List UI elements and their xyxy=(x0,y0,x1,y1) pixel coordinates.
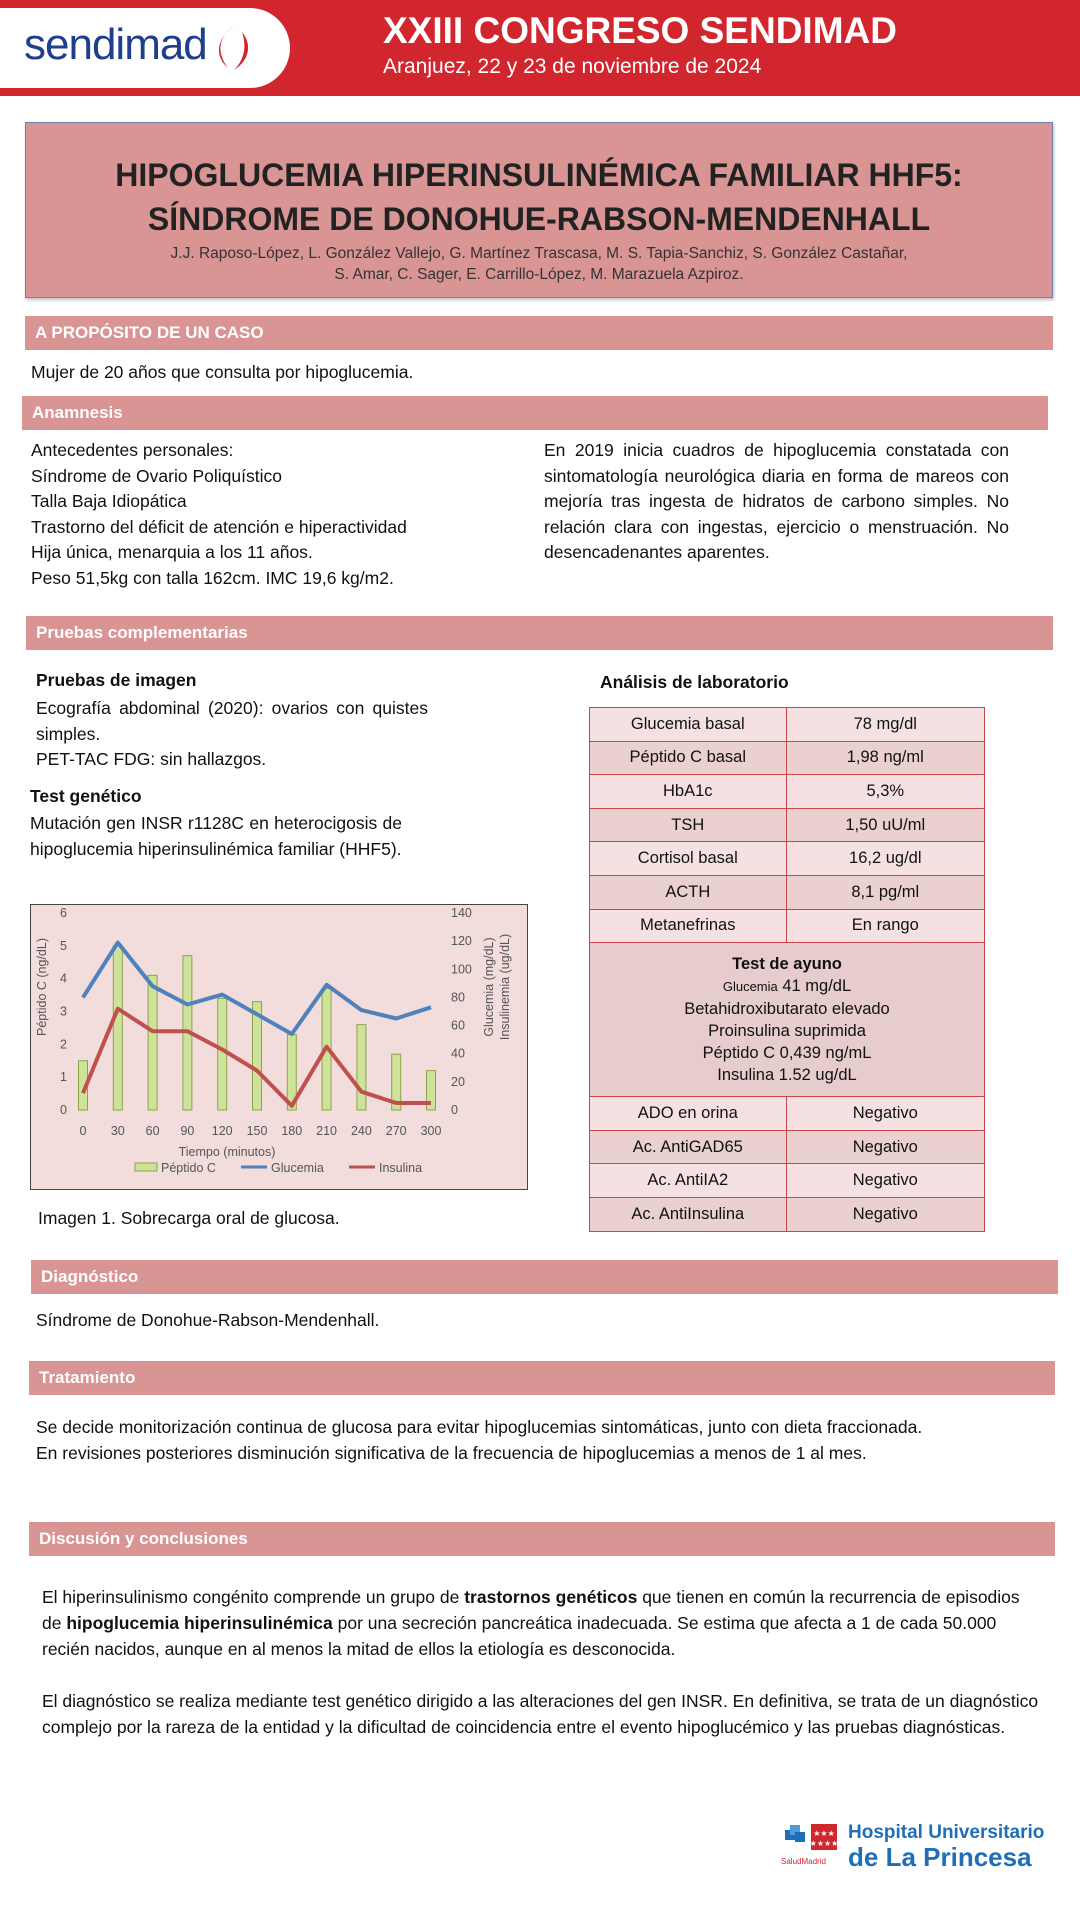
x-tick: 300 xyxy=(420,1124,442,1138)
y-tick-left: 2 xyxy=(60,1037,67,1052)
y-tick-right: 140 xyxy=(451,906,472,920)
y-tick-right: 80 xyxy=(451,990,465,1005)
bar-peptido-c xyxy=(218,998,227,1110)
lab-value: 78 mg/dl xyxy=(786,708,984,742)
congress-subtitle: Aranjuez, 22 y 23 de noviembre de 2024 xyxy=(383,55,762,78)
ayuno-line: Betahidroxibutarato elevado xyxy=(684,1000,890,1019)
lab-value: Negativo xyxy=(786,1130,984,1164)
y-tick-right: 100 xyxy=(451,962,472,977)
x-tick: 30 xyxy=(110,1124,125,1138)
salud-madrid-logo xyxy=(781,1822,841,1866)
lab-label: Metanefrinas xyxy=(590,909,787,943)
y-tick-left: 6 xyxy=(60,906,67,920)
chart-caption: Imagen 1. Sobrecarga oral de glucosa. xyxy=(38,1208,340,1228)
discusion-paragraph-1: El hiperinsulinismo congénito comprende un grupo de trastornos genéticos que tienen en común la recurrencia de episodios de hipoglucemia hiperinsulinémica por una secreción pancreática inadecuada. Se estima que afecta a 1 de cada 50.000 recién nacidos, aunque en al menos la mitad de ellos la etiología es desconocida. xyxy=(42,1587,1020,1659)
imagen-text: Ecografía abdominal (2020): ovarios con quistes simples. PET-TAC FDG: sin hallazgos. xyxy=(36,698,428,769)
legend-label-glucemia: Glucemia xyxy=(271,1161,324,1175)
poster-title: HIPOGLUCEMIA HIPERINSULINÉMICA FAMILIAR HHF5: SÍNDROME DE DONOHUE-RABSON-MENDENHALL xyxy=(115,157,963,237)
bar-peptido-c xyxy=(357,1025,366,1110)
x-tick: 180 xyxy=(281,1124,303,1138)
lab-row-ayuno xyxy=(590,943,985,1097)
x-tick: 150 xyxy=(246,1124,268,1138)
x-tick: 210 xyxy=(316,1124,338,1138)
lab-table xyxy=(589,707,985,1232)
lab-row xyxy=(590,1164,985,1198)
y-tick-left: 0 xyxy=(60,1103,67,1117)
poster-authors: J.J. Raposo-López, L. González Vallejo, G. Martínez Trascasa, M. S. Tapia-Sanchiz, S. González Castañar, S. Amar, C. Sager, E. Carrillo-López, M. Marazuela Azpiroz. xyxy=(170,245,908,283)
lab-label: HbA1c xyxy=(590,775,787,809)
ayuno-glucemia: Glucemia 41 mg/dL xyxy=(722,977,852,996)
svg-text:★★★★: ★★★★ xyxy=(809,1839,839,1848)
anamnesis-antecedentes: Antecedentes personales: Síndrome de Ovario Poliquístico Talla Baja Idiopática Trastorno del déficit de atención e hiperactividad Hija única, menarquia a los 11 años. Peso 51,5kg con talla 162cm. IMC 19,6 kg/m2. xyxy=(31,440,407,588)
ogtt-chart-svg xyxy=(31,905,527,1189)
ayuno-line: Insulina 1.52 ug/dL xyxy=(717,1066,857,1085)
x-tick: 120 xyxy=(211,1124,233,1138)
y-axis-label-left: Péptido C (ng/dL) xyxy=(35,938,49,1036)
legend-swatch-peptido xyxy=(135,1163,157,1171)
diagnostico-text: Síndrome de Donohue-Rabson-Mendenhall. xyxy=(36,1310,380,1330)
y-tick-right: 20 xyxy=(451,1074,465,1089)
lab-value: En rango xyxy=(786,909,984,943)
y-tick-right: 60 xyxy=(451,1018,465,1033)
lab-label: Ac. AntiGAD65 xyxy=(590,1130,787,1164)
genetico-heading: Test genético xyxy=(30,786,142,806)
lab-value: 1,98 ng/ml xyxy=(786,741,984,775)
y-axis-label-right-2: Insulinemia (ug/dL) xyxy=(498,933,512,1041)
ayuno-cell xyxy=(590,943,985,1097)
lab-row xyxy=(590,775,985,809)
legend-label-insulina: Insulina xyxy=(379,1161,423,1175)
congress-title: XXIII CONGRESO SENDIMAD xyxy=(383,10,897,51)
lab-label: Ac. AntiIA2 xyxy=(590,1164,787,1198)
lab-row xyxy=(590,842,985,876)
lab-label: Cortisol basal xyxy=(590,842,787,876)
section-caso-heading: A PROPÓSITO DE UN CASO xyxy=(25,316,1053,350)
imagen-heading: Pruebas de imagen xyxy=(36,670,197,690)
ayuno-line: Péptido C 0,439 ng/mL xyxy=(702,1044,872,1063)
y-axis-label-right-1: Glucemia (mg/dL) xyxy=(482,937,496,1037)
y-tick-right: 40 xyxy=(451,1046,465,1061)
section-tratamiento-heading: Tratamiento xyxy=(29,1361,1055,1395)
lab-label: TSH xyxy=(590,808,787,842)
anamnesis-historia: En 2019 inicia cuadros de hipoglucemia constatada con sintomatología neurológica diaria en forma de mareos con mejoría tras ingesta de hidratos de carbono simples. No relación clara con ingestas, ejercicio o menstruación. No desencadenantes aparentes. xyxy=(544,440,1009,562)
x-axis-label: Tiempo (minutos) xyxy=(178,1145,276,1159)
discusion-paragraph-2: El diagnóstico se realiza mediante test genético dirigido a las alteraciones del gen INSR. En definitiva, se trata de un diagnóstico complejo por la rareza de la entidad y la dificultad de coincidencia entre el evento hipoglucémico y las pruebas diagnósticas. xyxy=(42,1691,1039,1737)
lab-value: 16,2 ug/dl xyxy=(786,842,984,876)
bar-peptido-c xyxy=(148,975,157,1110)
x-tick: 270 xyxy=(385,1124,407,1138)
legend-label-peptido: Péptido C xyxy=(161,1161,216,1175)
y-tick-left: 4 xyxy=(60,971,67,986)
x-tick: 0 xyxy=(79,1124,87,1138)
y-tick-left: 1 xyxy=(60,1070,67,1085)
section-diagnostico-heading: Diagnóstico xyxy=(31,1260,1058,1294)
hospital-name-line2: de La Princesa xyxy=(848,1842,1032,1872)
svg-text:★★★: ★★★ xyxy=(813,1829,835,1838)
lab-value: Negativo xyxy=(786,1164,984,1198)
poster-title-box xyxy=(25,122,1053,298)
section-discusion-heading: Discusión y conclusiones xyxy=(29,1522,1055,1556)
lab-row xyxy=(590,875,985,909)
lab-label: ACTH xyxy=(590,875,787,909)
genetico-text: Mutación gen INSR r1128C en heterocigosis de hipoglucemia hiperinsulinémica familiar (HHF5). xyxy=(30,813,402,859)
y-tick-left: 3 xyxy=(60,1004,67,1019)
lab-row xyxy=(590,1130,985,1164)
chart-legend xyxy=(135,1161,422,1175)
hospital-name-line1: Hospital Universitario xyxy=(848,1822,1045,1843)
lab-row xyxy=(590,909,985,943)
bar-peptido-c xyxy=(113,946,122,1110)
lab-row xyxy=(590,1197,985,1231)
lab-value: 1,50 uU/ml xyxy=(786,808,984,842)
x-tick: 240 xyxy=(350,1124,372,1138)
y-tick-left: 5 xyxy=(60,938,67,953)
lab-value: 5,3% xyxy=(786,775,984,809)
lab-value: 8,1 pg/ml xyxy=(786,875,984,909)
y-tick-right: 120 xyxy=(451,934,472,949)
logo-wordmark: sendimad xyxy=(24,20,207,69)
sendimad-logo xyxy=(24,20,207,70)
lab-label: Péptido C basal xyxy=(590,741,787,775)
lab-heading: Análisis de laboratorio xyxy=(600,672,789,692)
lab-label: Ac. AntiInsulina xyxy=(590,1197,787,1231)
section-anamnesis-heading: Anamnesis xyxy=(22,396,1048,430)
lab-row xyxy=(590,808,985,842)
lab-value: Negativo xyxy=(786,1097,984,1131)
salud-madrid-icon xyxy=(781,1822,841,1852)
caso-text: Mujer de 20 años que consulta por hipoglucemia. xyxy=(31,362,414,382)
lab-row xyxy=(590,741,985,775)
x-tick: 90 xyxy=(180,1124,195,1138)
tratamiento-text: Se decide monitorización continua de glucosa para evitar hipoglucemias sintomáticas, junto con dieta fraccionada. En revisiones posteriores disminución significativa de la frecuencia de hipoglucemias a menos de 1 al mes. xyxy=(36,1417,923,1463)
ayuno-line: Proinsulina suprimida xyxy=(708,1022,866,1041)
section-pruebas-heading: Pruebas complementarias xyxy=(26,616,1053,650)
ogtt-chart xyxy=(30,904,528,1190)
lab-row xyxy=(590,708,985,742)
lab-label: ADO en orina xyxy=(590,1097,787,1131)
y-tick-right: 0 xyxy=(451,1103,458,1117)
salud-madrid-label: SaludMadrid xyxy=(781,1857,826,1866)
x-tick: 60 xyxy=(145,1124,160,1138)
lab-value: Negativo xyxy=(786,1197,984,1231)
flame-logo-icon xyxy=(208,22,256,72)
lab-row xyxy=(590,1097,985,1131)
ayuno-heading: Test de ayuno xyxy=(732,955,842,974)
lab-label: Glucemia basal xyxy=(590,708,787,742)
